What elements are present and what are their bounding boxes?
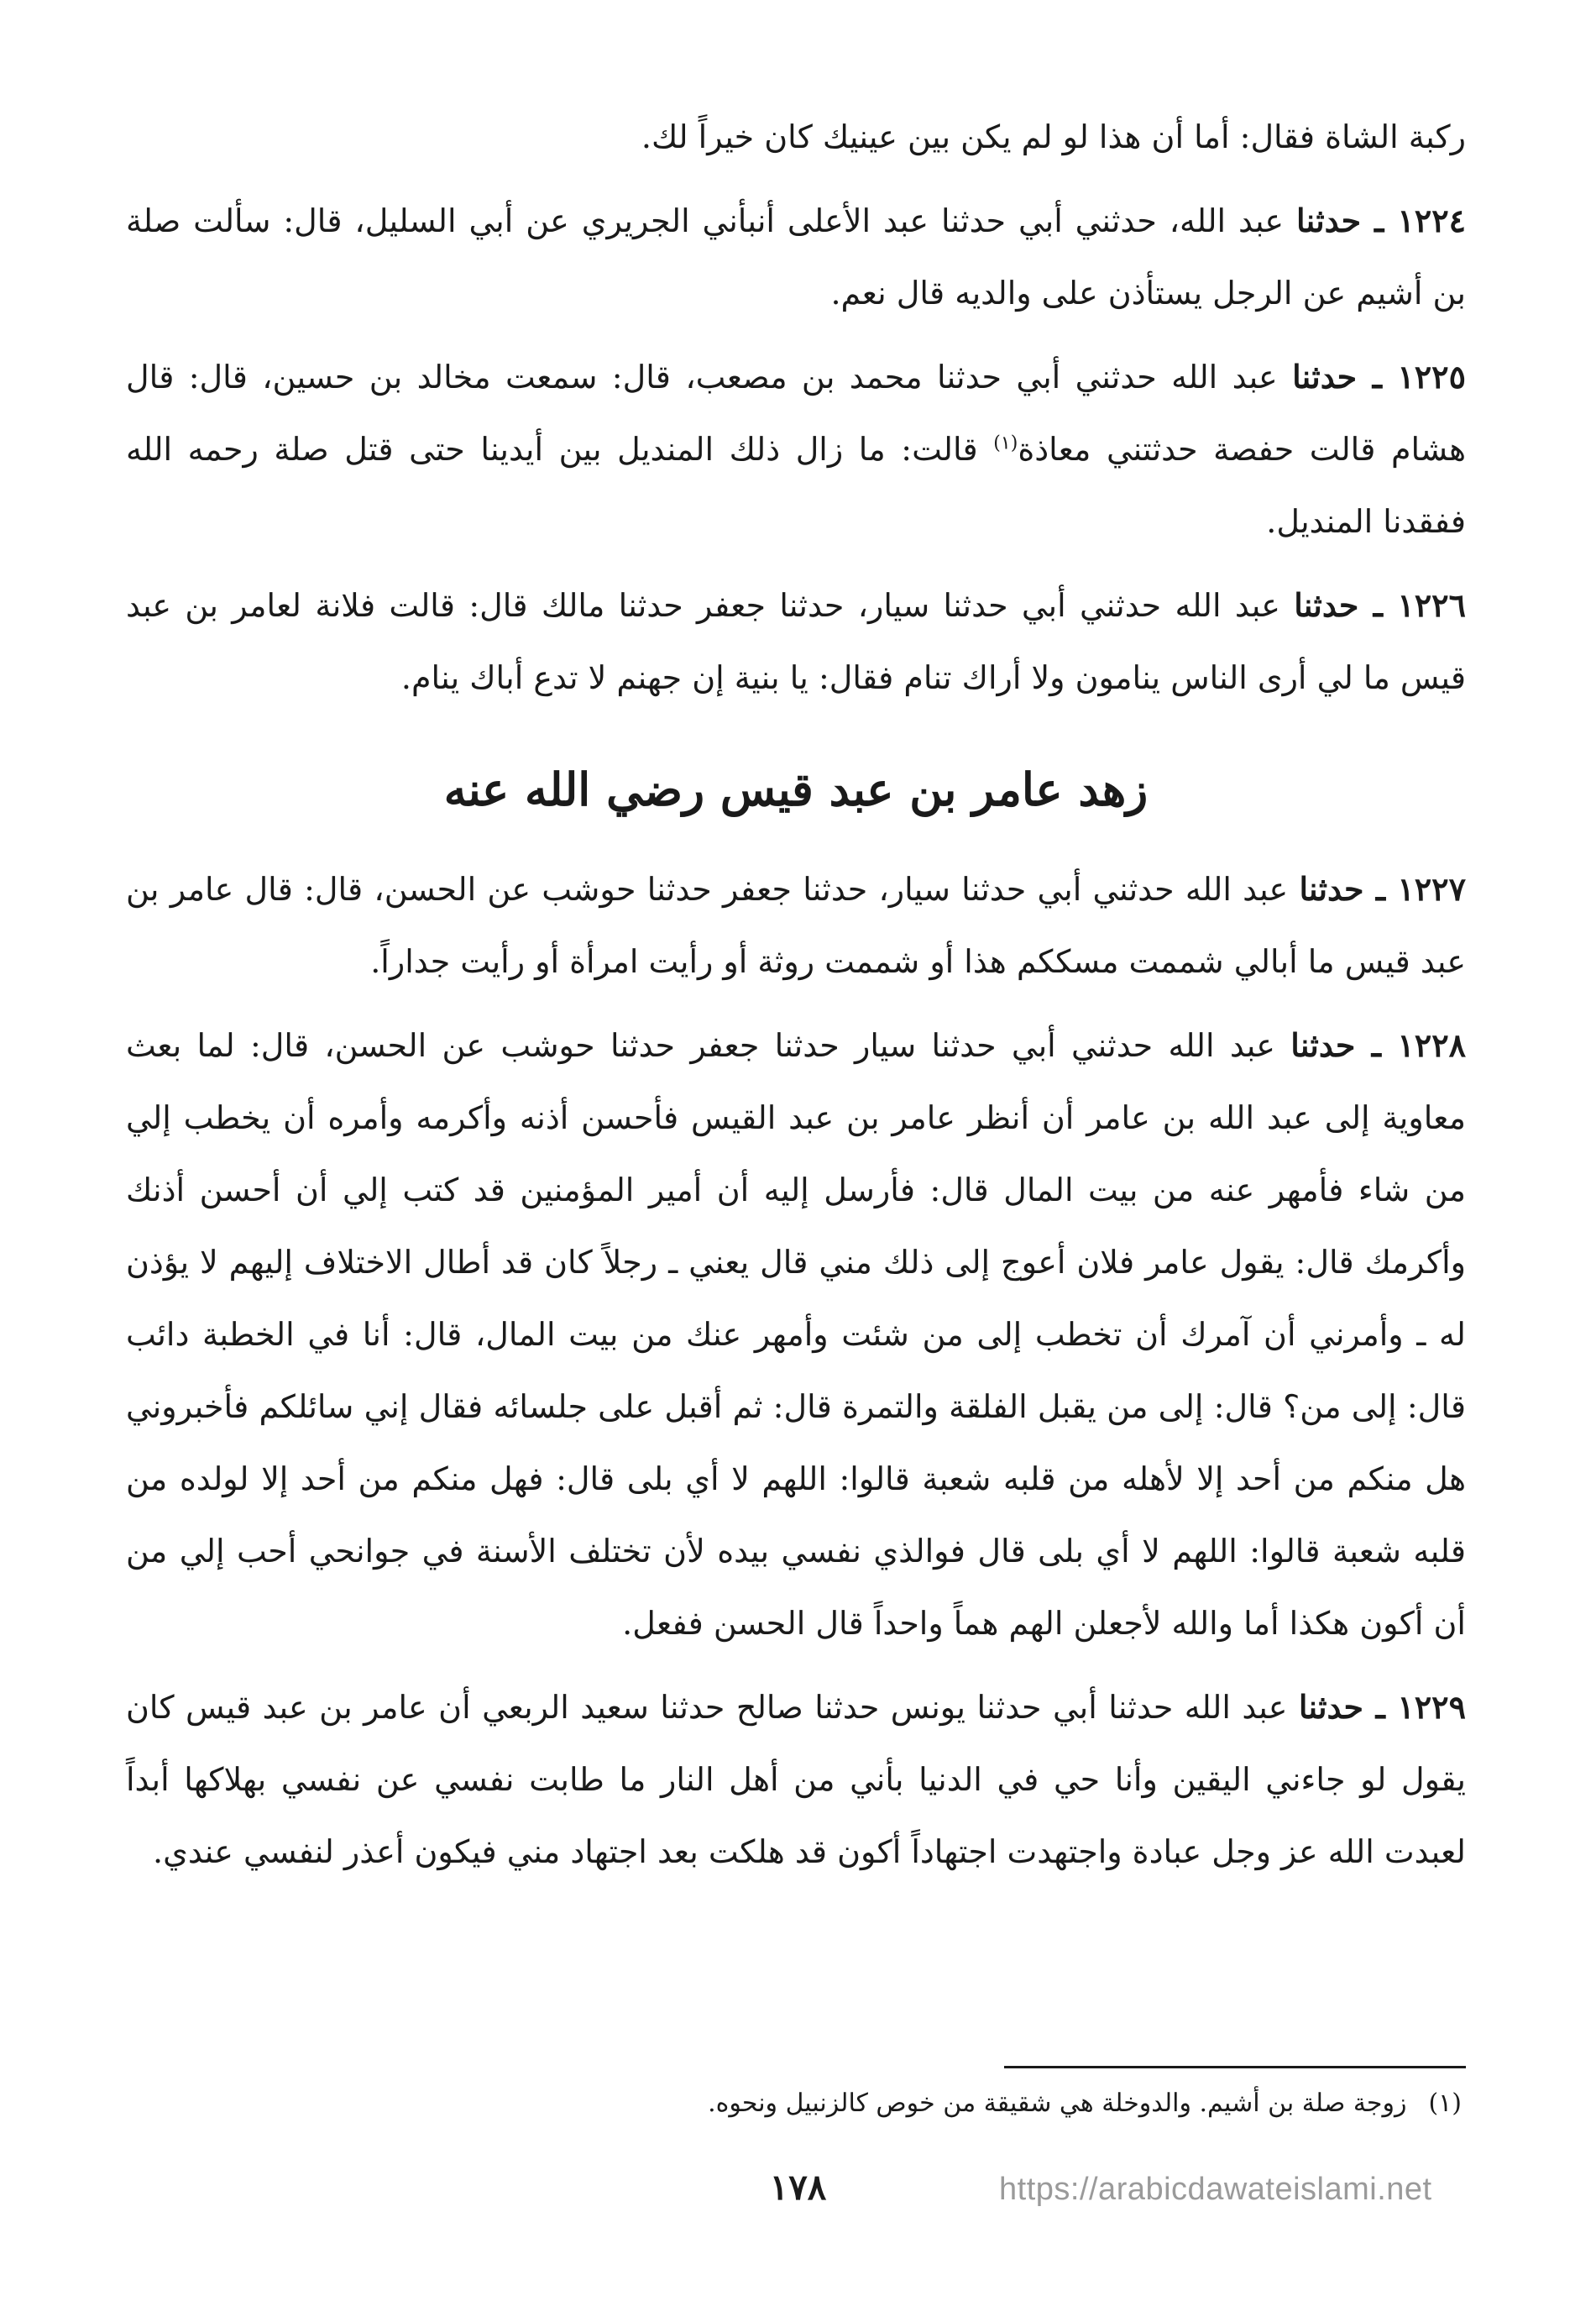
footnote-text: زوجة صلة بن أشيم. والدوخلة هي شقيقة من خوص كالزنبيل ونحوه. [708,2089,1407,2118]
hadith-text-part-b: قالت: ما زال ذلك المنديل بين أيدينا حتى قتل صلة رحمه الله ففقدنا المنديل. [126,431,1466,540]
footnote-number: (١) [1428,2089,1462,2118]
hadith-text: عبد الله حدثنا أبي حدثنا يونس حدثنا صالح حدثنا سعيد الربعي أن عامر بن عبد قيس كان يقول لو جاءني اليقين وأنا حي في الدنيا بأني من أهل النار ما طابت نفسي عن نفسي بهلاكها أبداً لعبدت الله عز وجل عبادة واجتهدت اجتهاداً أكون قد هلكت بعد اجتهاد مني فيكون أعذر لنفسي عندي. [126,1689,1466,1870]
hadith-separator: ـ [1363,870,1398,908]
hadith-number: ١٢٢٦ [1397,586,1466,624]
page-body [126,101,1466,1900]
hadith-keyword: حدثنا [1290,1026,1356,1064]
chapter-title: زهد عامر بن عبد قيس رضي الله عنه [443,763,1149,816]
footnote-divider [1004,2066,1466,2068]
hadith-separator: ـ [1363,1688,1398,1726]
hadith-keyword: حدثنا [1299,870,1364,908]
hadith-text: عبد الله، حدثني أبي حدثنا عبد الأعلى أنبأني الجريري عن أبي السليل، قال: سألت صلة بن أشيم عن الرجل يستأذن على والديه قال نعم. [126,202,1466,312]
hadith-1228 [126,1009,1466,1659]
hadith-1225 [126,341,1466,558]
hadith-1226 [126,569,1466,714]
hadith-number: ١٢٢٧ [1397,870,1466,908]
hadith-keyword: حدثنا [1294,586,1359,624]
hadith-1224 [126,185,1466,329]
hadith-number: ١٢٢٩ [1397,1688,1466,1726]
hadith-separator: ـ [1357,358,1398,396]
hadith-text-part-a: عبد الله حدثني أبي حدثنا محمد بن مصعب، قال: سمعت مخالد بن حسين، قال: قال هشام قالت حفصة حدثتني معاذة [126,359,1467,468]
paragraph-text: ركبة الشاة فقال: أما أن هذا لو لم يكن بين عينيك كان خيراً لك. [641,118,1466,155]
hadith-keyword: حدثنا [1298,1688,1363,1726]
hadith-number: ١٢٢٨ [1397,1026,1467,1064]
hadith-number: ١٢٢٤ [1397,202,1467,239]
hadith-text: عبد الله حدثني أبي حدثنا سيار، حدثنا جعفر حدثنا مالك قال: قالت فلانة لعامر بن عبد قيس ما لي أرى الناس ينامون ولا أراك تنام فقال: يا بنية إن جهنم لا تدع أباك ينام. [126,587,1466,696]
hadith-keyword: حدثنا [1296,202,1362,239]
hadith-text: عبد الله حدثني أبي حدثنا سيار، حدثنا جعفر حدثنا حوشب عن الحسن، قال: قال عامر بن عبد قيس ما أبالي شممت مسككم هذا أو شممت روثة أو رأيت امرأة أو رأيت جداراً. [126,871,1466,980]
hadith-keyword: حدثنا [1292,358,1358,396]
hadith-number: ١٢٢٥ [1397,358,1466,396]
hadith-separator: ـ [1355,1026,1398,1064]
hadith-separator: ـ [1358,586,1398,624]
hadith-1229 [126,1671,1466,1888]
hadith-1227 [126,853,1466,998]
hadith-separator: ـ [1361,202,1398,239]
footnote-reference: (١) [993,432,1018,454]
watermark-url: https://arabicdawateislami.net [999,2172,1432,2207]
footnote [708,2084,1462,2123]
paragraph-continuation [126,101,1466,173]
hadith-text: عبد الله حدثني أبي حدثنا سيار حدثنا جعفر حدثنا حوشب عن الحسن، قال: لما بعث معاوية إلى عبد الله بن عامر أن أنظر عامر بن عبد القيس فأحسن أذنه وأكرمه وأمره أن يخطب إلي من شاء فأمهر عنه من بيت المال قال: فأرسل إليه أن أمير المؤمنين قد كتب إلي أن أحسن أذنك وأكرمك قال: يقول عامر فلان أعوج إلى ذلك مني قال يعني ـ رجلاً كان قد أطال الاختلاف إليهم لا يؤذن له ـ وأمرني أن آمرك أن تخطب إلى من شئت وأمهر عنك من بيت المال، قال: أنا في الخطبة دائب قال: إلى من؟ قال: إلى من يقبل الفلقة والتمرة قال: ثم أقبل على جلسائه فقال إني سائلكم فأخبروني هل منكم من أحد إلا لأهله من قلبه شعبة قالوا: اللهم لا أي بلى قال: فهل منكم من أحد إلا لولده من قلبه شعبة قالوا: اللهم لا أي بلى قال فوالذي نفسي بيده لأن تختلف الأسنة في جوانحي أحب إلي من أن أكون هكذا أما والله لأجعلن الهم هماً واحداً قال الحسن ففعل. [126,1027,1466,1642]
page-number: ١٧٨ [769,2167,827,2208]
